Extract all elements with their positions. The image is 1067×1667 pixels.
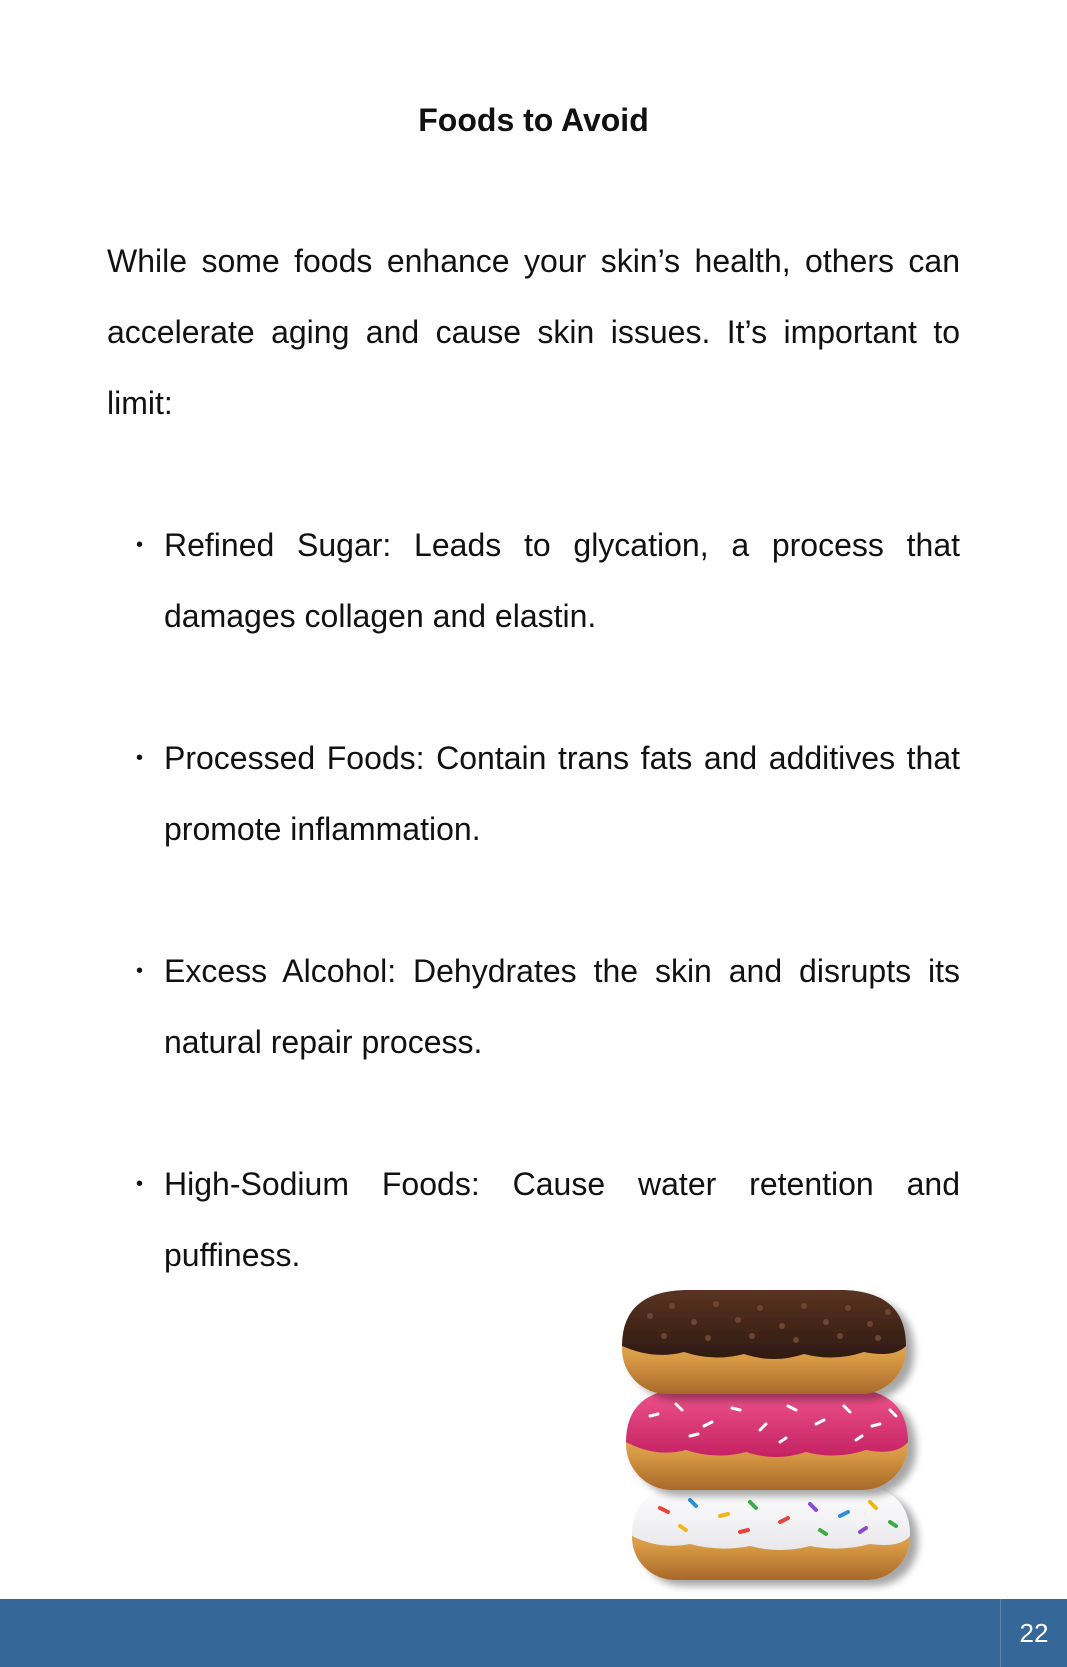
list-item <box>107 936 960 1078</box>
list-item-text: Refined Sugar: Leads to glycation, a process that damages collagen and elastin. <box>164 527 960 634</box>
foods-to-avoid-list <box>107 510 960 1362</box>
list-item <box>107 510 960 652</box>
bullet-icon: • <box>136 1173 144 1195</box>
list-item <box>107 1149 960 1291</box>
intro-paragraph: While some foods enhance your skin’s health, others can accelerate aging and cause skin issues. It’s important to limit: <box>107 243 960 421</box>
page-title: Foods to Avoid <box>418 102 649 138</box>
list-item-text: Excess Alcohol: Dehydrates the skin and disrupts its natural repair process. <box>164 953 960 1060</box>
chocolate-donut <box>622 1290 906 1394</box>
list-item-text: Processed Foods: Contain trans fats and additives that promote inflammation. <box>164 740 960 847</box>
bullet-icon: • <box>136 534 144 556</box>
white-donut <box>632 1484 910 1580</box>
footer-bar <box>0 1599 1067 1667</box>
list-item <box>107 723 960 865</box>
stacked-donuts-image <box>620 1286 940 1600</box>
bullet-icon: • <box>136 960 144 982</box>
page-number: 22 <box>1000 1599 1067 1667</box>
pink-donut <box>626 1388 908 1490</box>
bullet-icon: • <box>136 747 144 769</box>
list-item-text: High-Sodium Foods: Cause water retention and puffiness. <box>164 1166 960 1273</box>
